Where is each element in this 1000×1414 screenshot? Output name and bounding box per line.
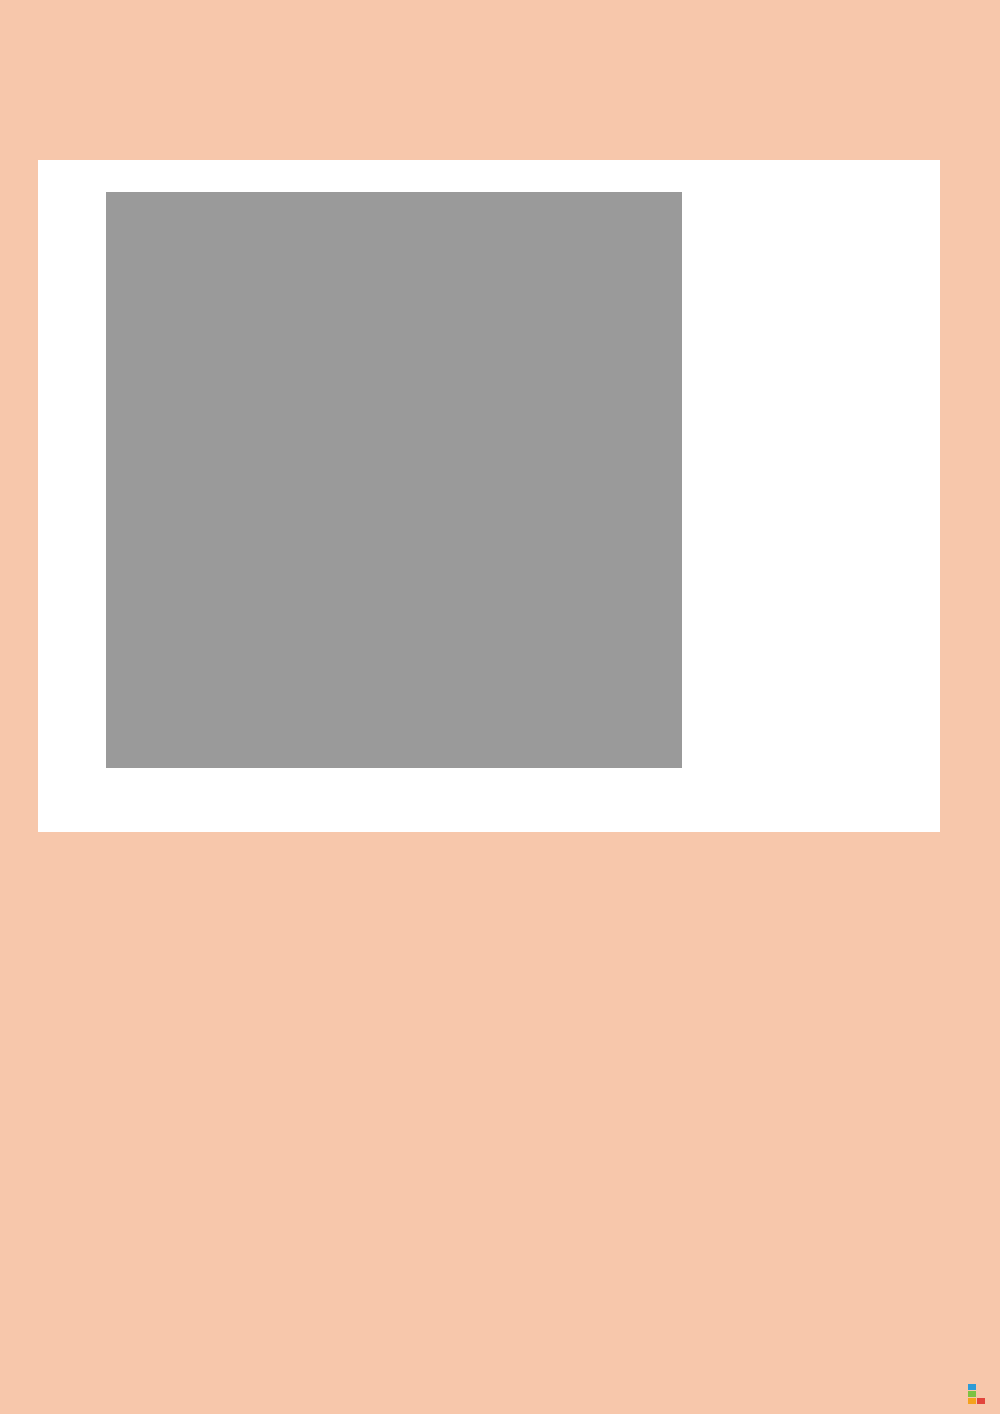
puzzle-card [38, 160, 940, 832]
liveworksheets-logo [968, 1384, 988, 1406]
liveworksheets-logo-icon [968, 1384, 986, 1406]
word-search-grid [106, 192, 682, 768]
